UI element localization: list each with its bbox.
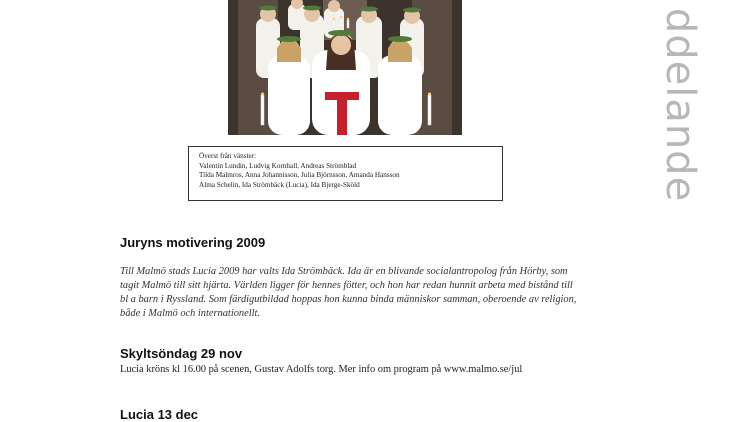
caption-line: Överst från vänster: [199,152,257,160]
lucia-heading: Lucia 13 dec [120,407,199,422]
side-title [650,0,710,230]
caption-line: Tilda Malmros, Anna Johannisson, Julia Björnsson, Amanda Hansson [199,171,400,180]
motivation-text: Till Malmö stads Lucia 2009 har valts Ida Strömbäck. Ida är en blivande socialantropolog från Hörby, som tagit Malmö till sitt hjärta. Världen ligger för hennes fötter, och hon har redan hunnit arbeta med bistånd till bl a barn i Ryssland. Som färdigutbildad hoppas hon kunna binda människor samman, oberoende av religion, både i Malmö och internationellt. [120,266,577,319]
side-title-text: ddelande [657,7,703,203]
photo-caption-box [188,146,503,201]
skylt-text: Lucia kröns kl 16.00 på scenen, Gustav Adolfs torg. Mer info om program på www.malmo.se/jul [120,364,523,375]
motivation-heading: Juryns motivering 2009 [120,235,266,250]
caption-line: Alma Schelin, Ida Strömbäck (Lucia), Ida Bjerge-Sköld [199,180,360,189]
lucia-group-photo [228,0,462,135]
skylt-heading: Skyltsöndag 29 nov [120,346,243,361]
photo-illustration [228,0,462,135]
caption-line: Valentin Lundin, Ludvig Kornhall, Andreas Strömblad [199,161,357,170]
